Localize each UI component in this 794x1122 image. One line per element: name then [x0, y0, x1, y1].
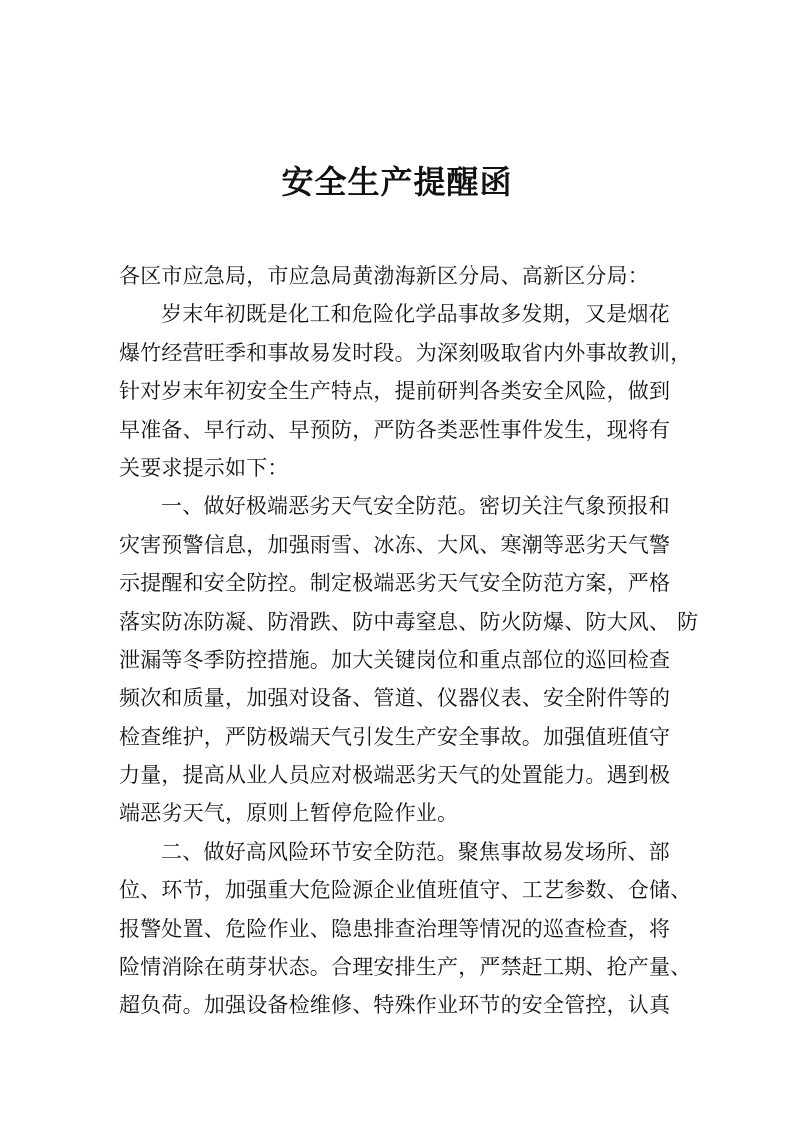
body-line: 位、环节，加强重大危险源企业值班值守、工艺参数、仓储、 — [119, 878, 692, 903]
body-line: 早准备、早行动、早预防，严防各类恶性事件发生，现将有 — [119, 417, 671, 442]
body-line: 报警处置、危险作业、隐患排查治理等情况的巡查检查，将 — [119, 916, 671, 941]
body-line: 泄漏等冬季防控措施。加大关键岗位和重点部位的巡回检查 — [119, 647, 671, 672]
body-line: 险情消除在萌芽状态。合理安排生产，严禁赶工期、抢产量、 — [119, 955, 692, 980]
body-line: 示提醒和安全防控。制定极端恶劣天气安全防范方案，严格 — [119, 571, 671, 596]
body-line: 力量，提高从业人员应对极端恶劣天气的处置能力。遇到极 — [119, 763, 671, 788]
body-line: 各区市应急局，市应急局黄渤海新区分局、高新区分局： — [119, 264, 649, 288]
body-line: 超负荷。加强设备检维修、特殊作业环节的安全管控，认真 — [119, 993, 671, 1018]
body-line: 关要求提示如下： — [119, 455, 289, 480]
body-line: 二、做好高风险环节安全防范。聚焦事故易发场所、部 — [161, 839, 670, 864]
body-line: 检查维护，严防极端天气引发生产安全事故。加强值班值守 — [119, 724, 671, 749]
body-line: 灾害预警信息，加强雨雪、冰冻、大风、寒潮等恶劣天气警 — [119, 532, 671, 557]
body-line: 爆竹经营旺季和事故易发时段。为深刻吸取省内外事故教训， — [119, 340, 692, 365]
document-body — [119, 257, 699, 1025]
body-line: 落实防冻防凝、防滑跌、防中毒窒息、防火防爆、防大风、 防 — [119, 609, 699, 634]
document-title: 安全生产提醒函 — [281, 163, 513, 201]
body-line: 一、做好极端恶劣天气安全防范。密切关注气象预报和 — [161, 494, 670, 519]
body-line: 端恶劣天气，原则上暂停危险作业。 — [119, 801, 459, 826]
body-line: 岁末年初既是化工和危险化学品事故多发期，又是烟花 — [161, 302, 670, 327]
body-line: 针对岁末年初安全生产特点，提前研判各类安全风险，做到 — [119, 379, 671, 404]
body-line: 频次和质量，加强对设备、管道、仪器仪表、安全附件等的 — [119, 686, 671, 711]
